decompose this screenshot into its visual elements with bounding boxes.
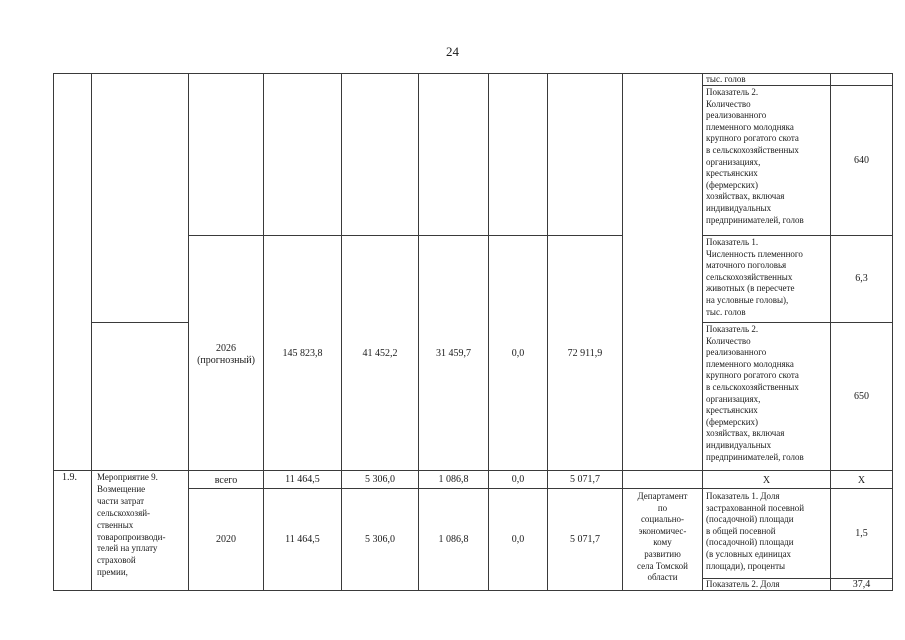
- row-number: 1.9.: [62, 472, 77, 483]
- not-applicable-mark: Х: [762, 475, 771, 486]
- amount-extra: 5 071,7: [570, 474, 600, 485]
- indicator-unit-cell: тыс. голов: [706, 74, 746, 84]
- indicator-2-cell: Показатель 2. Количество реализованного племенного молодняка крупного рогатого скота в сельскохозяйственных организациях, крестьянских (фермерских) хозяйствах, включая индивидуальных предпринимателей, голов: [706, 324, 804, 462]
- amount-federal: 41 452,2: [362, 348, 398, 359]
- amount-total: 145 823,8: [282, 348, 323, 359]
- not-applicable-mark: Х: [857, 475, 866, 486]
- amount-federal: 5 306,0: [365, 534, 395, 545]
- amount-total: 11 464,5: [285, 474, 320, 485]
- amount-federal: 5 306,0: [365, 474, 395, 485]
- activity-name: Мероприятие 9. Возмещение части затрат сельскохозяй- ственных товаропроизводи- телей на уплату страховой премии,: [97, 472, 166, 578]
- year-cell: 2020: [216, 534, 236, 545]
- indicator-2-cell: Показатель 2. Доля: [706, 579, 780, 589]
- amount-total: 11 464,5: [285, 534, 320, 545]
- amount-regional: 1 086,8: [438, 474, 469, 485]
- amount-regional: 31 459,7: [436, 348, 471, 359]
- amount-regional: 1 086,8: [438, 534, 469, 545]
- amount-extra: 5 071,7: [570, 534, 600, 545]
- year-cell: 2026 (прогнозный): [197, 343, 255, 366]
- amount-local: 0,0: [511, 348, 525, 359]
- total-label: всего: [214, 475, 238, 486]
- amount-local: 0,0: [511, 474, 525, 485]
- indicator-1-cell: Показатель 1. Доля застрахованной посевной (посадочной) площади в общей посевной (посадочной) площади (в условных единицах площади), проценты: [706, 491, 805, 571]
- indicator-1-cell: Показатель 1. Численность племенного маточного поголовья сельскохозяйственных животных (в пересчете на условные головы), тыс. голов: [706, 237, 803, 317]
- indicator-2-value: 640: [854, 155, 869, 166]
- indicator-2-cell: Показатель 2. Количество реализованного племенного молодняка крупного рогатого скота в сельскохозяйственных организациях, крестьянских (фермерских) хозяйствах, включая индивидуальных предпринимателей, голов: [706, 87, 804, 225]
- indicator-1-value: 6,3: [855, 273, 868, 284]
- indicator-2-value: 650: [854, 391, 869, 402]
- amount-local: 0,0: [511, 534, 525, 545]
- indicator-2-value: 37,4: [852, 579, 871, 590]
- page-number: 24: [446, 44, 459, 59]
- indicator-1-value: 1,5: [855, 528, 868, 539]
- amount-extra: 72 911,9: [567, 348, 603, 359]
- executor-cell: Департамент по социально- экономичес- кому развитию села Томской области: [637, 491, 688, 583]
